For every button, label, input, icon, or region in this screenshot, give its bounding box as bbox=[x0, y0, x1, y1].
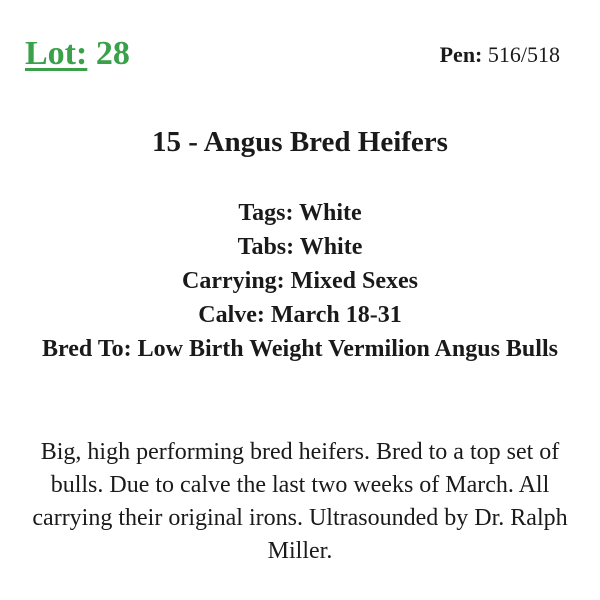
calve-line: Calve: March 18-31 bbox=[198, 302, 402, 328]
tabs-line: Tabs: White bbox=[237, 234, 363, 260]
pen-info bbox=[440, 38, 560, 72]
header bbox=[25, 32, 560, 76]
carrying-line: Carrying: Mixed Sexes bbox=[182, 268, 418, 294]
lot-heading bbox=[25, 32, 130, 76]
lot-label: Lot: bbox=[25, 35, 88, 72]
lot-number: 28 bbox=[95, 35, 130, 72]
lot-details bbox=[20, 196, 580, 366]
pen-value: 516/518 bbox=[487, 42, 560, 67]
tags-line: Tags: White bbox=[238, 200, 362, 226]
bred-to-line: Bred To: Low Birth Weight Vermilion Angus Bulls bbox=[42, 336, 558, 362]
pen-label: Pen: bbox=[439, 42, 483, 67]
lot-title: 15 - Angus Bred Heifers bbox=[152, 126, 448, 158]
lot-description: Big, high performing bred heifers. Bred to a top set of bulls. Due to calve the last two weeks of March. All carrying their original irons. Ultrasounded by Dr. Ralph Miller. bbox=[32, 439, 568, 564]
